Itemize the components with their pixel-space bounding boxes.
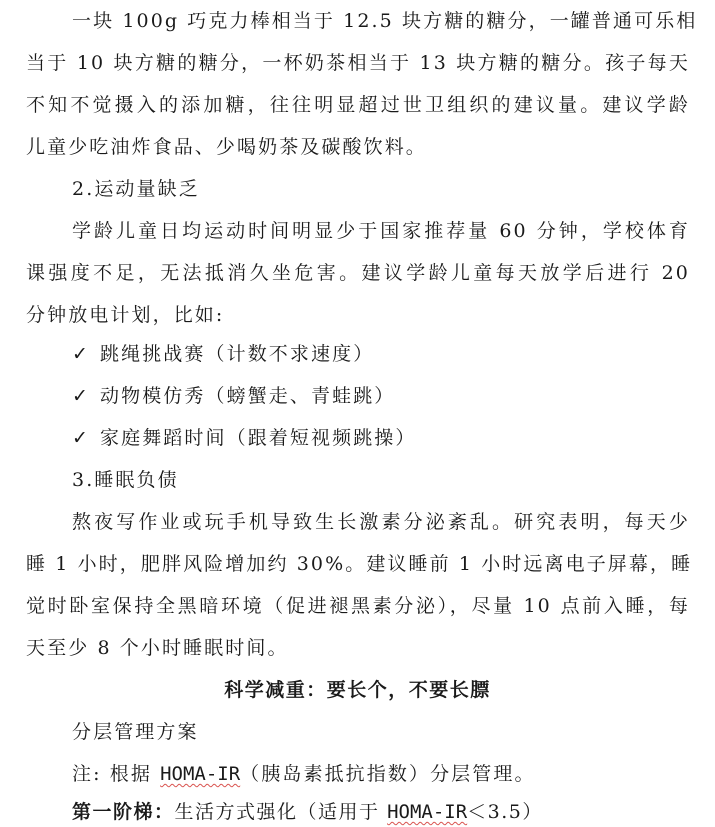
tier-one-text: 生活方式强化（适用于	[174, 801, 388, 823]
checklist-item	[72, 425, 417, 451]
exercise-paragraph-line-1: 学龄儿童日均运动时间明显少于国家推荐量 60 分钟，学校体育	[72, 220, 690, 242]
sleep-paragraph-line-1: 熬夜写作业或玩手机导致生长激素分泌紊乱。研究表明，每天少	[72, 511, 690, 533]
note-term: HOMA-IR	[160, 763, 241, 785]
tier-one-label: 第一阶梯：	[72, 801, 175, 823]
checklist-item-label: 家庭舞蹈时间（跟着短视频跳操）	[100, 427, 417, 449]
sleep-section-title: 3.睡眠负债	[72, 469, 179, 491]
checklist-item	[72, 383, 395, 409]
section-heading: 科学减重：要长个，不要长膘	[224, 679, 491, 701]
checkmark-icon: ✓	[72, 385, 91, 407]
note-suffix: （胰岛素抵抗指数）分层管理。	[240, 763, 536, 785]
sugar-paragraph-line-1: 一块 100g 巧克力棒相当于 12.5 块方糖的糖分，一罐普通可乐相	[72, 10, 698, 32]
note-line	[72, 761, 690, 787]
exercise-paragraph-line-3: 分钟放电计划，比如:	[26, 304, 225, 326]
sugar-paragraph-line-2: 当于 10 块方糖的糖分，一杯奶茶相当于 13 块方糖的糖分。孩子每天	[26, 52, 690, 74]
checklist-item-label: 动物模仿秀（螃蟹走、青蛙跳）	[100, 385, 396, 407]
exercise-paragraph-line-2: 课强度不足，无法抵消久坐危害。建议学龄儿童每天放学后进行 20	[26, 262, 690, 284]
tier-one-end: ＜3.5）	[467, 801, 543, 823]
checkmark-icon: ✓	[72, 343, 91, 365]
exercise-section-title: 2.运动量缺乏	[72, 178, 200, 200]
checklist-item	[72, 341, 374, 367]
sleep-paragraph-line-2: 睡 1 小时，肥胖风险增加约 30%。建议睡前 1 小时远离电子屏幕，睡	[26, 553, 693, 575]
checklist-item-label: 跳绳挑战赛（计数不求速度）	[100, 343, 375, 365]
sugar-paragraph-line-3: 不知不觉摄入的添加糖，往往明显超过世卫组织的建议量。建议学龄	[26, 94, 690, 116]
section-subtitle: 分层管理方案	[72, 721, 199, 743]
sugar-paragraph-line-4: 儿童少吃油炸食品、少喝奶茶及碳酸饮料。	[26, 136, 427, 158]
sleep-paragraph-line-3: 觉时卧室保持全黑暗环境（促进褪黑素分泌），尽量 10 点前入睡，每	[26, 595, 690, 617]
note-prefix: 注: 根据	[72, 763, 161, 785]
tier-one-term: HOMA-IR	[387, 801, 468, 823]
sleep-paragraph-line-4: 天至少 8 个小时睡眠时间。	[26, 637, 289, 659]
tier-one-line	[72, 799, 543, 825]
checkmark-icon: ✓	[72, 427, 91, 449]
